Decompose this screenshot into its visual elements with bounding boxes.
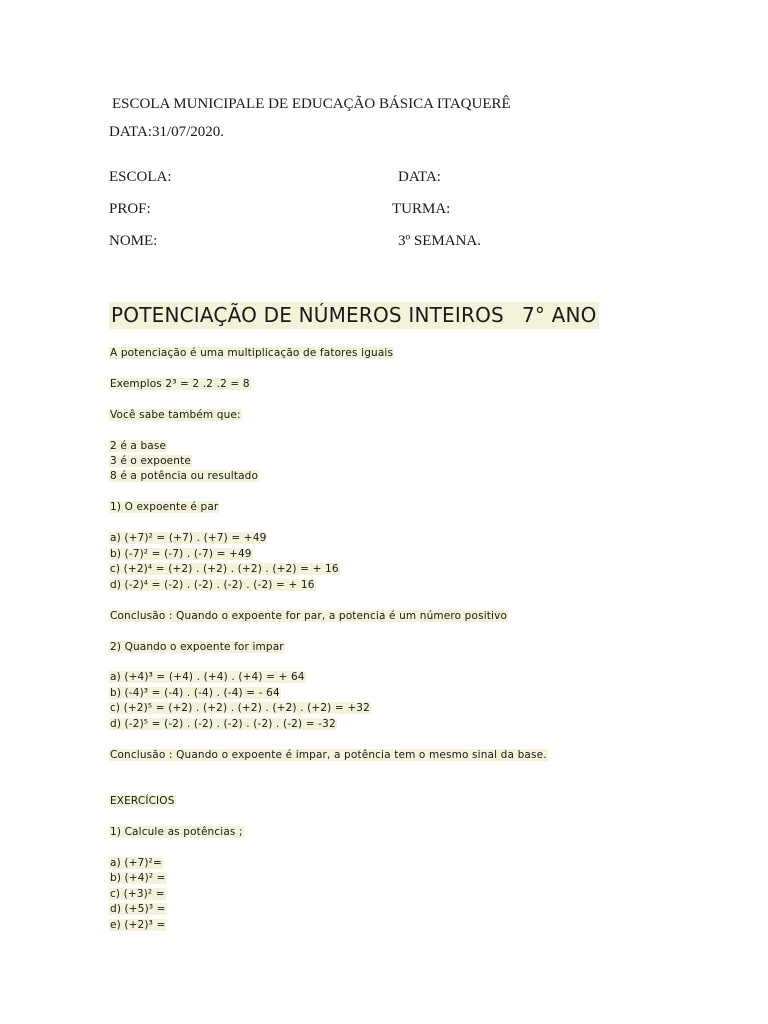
document-date: DATA:31/07/2020. — [109, 124, 225, 140]
week-label: 3º SEMANA. — [398, 233, 481, 249]
list-item: a) (+4)³ = (+4) . (+4) . (+4) = + 64 — [110, 671, 305, 683]
potencia-text: 8 é a potência ou resultado — [110, 470, 259, 482]
section-even-conclusion: Conclusão : Quando o expoente for par, a potencia é um número positivo — [110, 610, 508, 622]
school-name: ESCOLA MUNICIPALE DE EDUCAÇÃO BÁSICA ITAQUERÊ — [112, 96, 511, 112]
exercise-item: b) (+4)² = — [110, 872, 166, 884]
field-turma-label: TURMA: — [392, 201, 451, 217]
title-grade: 7° ANO — [521, 303, 597, 327]
list-item: b) (-4)³ = (-4) . (-4) . (-4) = - 64 — [110, 687, 280, 699]
expoente-text: 3 é o expoente — [110, 455, 191, 467]
field-nome-label: NOME: — [109, 233, 158, 249]
list-item: b) (-7)² = (-7) . (-7) = +49 — [110, 548, 252, 560]
field-prof-label: PROF: — [109, 201, 151, 217]
exercise-item: a) (+7)²= — [110, 857, 162, 869]
base-text: 2 é a base — [110, 440, 167, 452]
list-item: c) (+2)⁵ = (+2) . (+2) . (+2) . (+2) . (+2) = +32 — [110, 702, 370, 714]
exercises-instruction: 1) Calcule as potências ; — [110, 826, 243, 838]
field-data-label: DATA: — [398, 169, 441, 185]
definition-text: A potenciação é uma multiplicação de fatores iguais — [110, 347, 394, 359]
list-item: d) (-2)⁴ = (-2) . (-2) . (-2) . (-2) = + 16 — [110, 579, 315, 591]
question-text: Você sabe também que: — [110, 409, 241, 421]
page-title — [109, 302, 599, 329]
section-odd-conclusion: Conclusão : Quando o expoente é impar, a potência tem o mesmo sinal da base. — [110, 749, 547, 761]
list-item: d) (-2)⁵ = (-2) . (-2) . (-2) . (-2) . (-2) = -32 — [110, 718, 336, 730]
example-text: Exemplos 2³ = 2 .2 .2 = 8 — [110, 378, 250, 390]
exercise-item: c) (+3)² = — [110, 888, 165, 900]
section-odd-heading: 2) Quando o expoente for impar — [110, 641, 284, 653]
exercises-heading: EXERCÍCIOS — [110, 795, 175, 807]
list-item: c) (+2)⁴ = (+2) . (+2) . (+2) . (+2) = + 16 — [110, 563, 339, 575]
exercise-item: d) (+5)³ = — [110, 903, 166, 915]
field-escola-label: ESCOLA: — [109, 169, 172, 185]
list-item: a) (+7)² = (+7) . (+7) = +49 — [110, 532, 267, 544]
title-main: POTENCIAÇÃO DE NÚMEROS INTEIROS — [111, 303, 504, 327]
exercise-item: e) (+2)³ = — [110, 919, 166, 931]
section-even-heading: 1) O expoente é par — [110, 501, 219, 513]
